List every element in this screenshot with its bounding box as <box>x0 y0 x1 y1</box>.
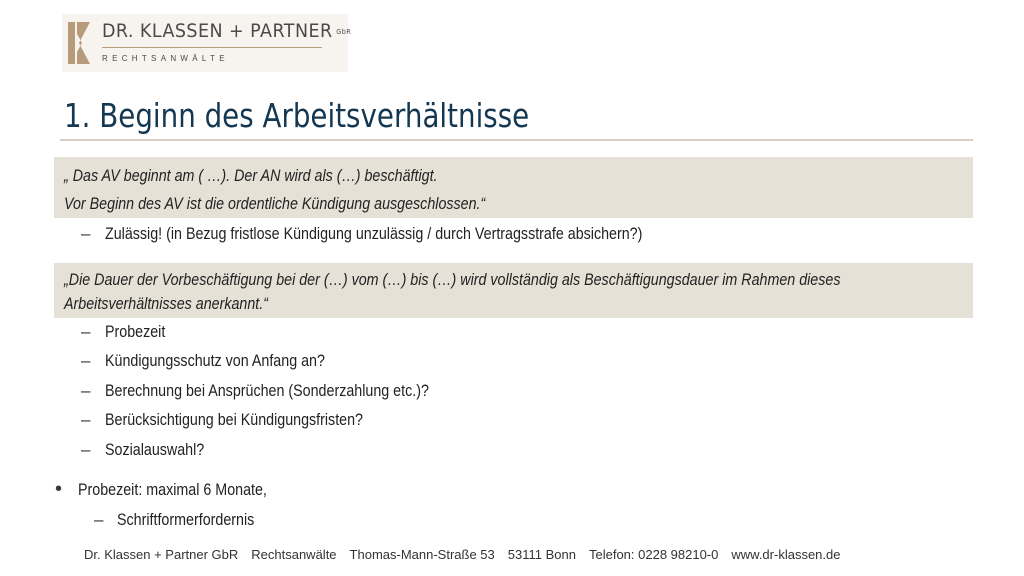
logo-subtitle: RECHTSANWÄLTE <box>102 54 229 63</box>
k-monogram-icon <box>68 22 90 64</box>
logo-divider <box>102 47 322 48</box>
title-divider <box>60 139 973 141</box>
logo-name-text: DR. KLASSEN + PARTNER <box>102 20 333 42</box>
dash-marker: – <box>81 410 91 429</box>
footer-website: www.dr-klassen.de <box>731 547 841 562</box>
slide-title: 1. Beginn des Arbeitsverhältnisse <box>64 96 530 135</box>
logo-suffix: GbR <box>336 27 352 36</box>
quote-2-line-1: „Die Dauer der Vorbeschäftigung bei der (…) vom (…) bis (…) wird vollständig als Beschäftigungsdauer im Rahmen dieses <box>64 270 841 289</box>
dash-marker: – <box>81 322 91 341</box>
bullet-sub-item: Schriftformerfordernis <box>117 510 255 529</box>
bullet-icon: • <box>55 478 63 500</box>
footer-city: 53111 Bonn <box>507 547 576 562</box>
list-item: Berücksichtigung bei Kündigungsfristen? <box>105 410 363 429</box>
dash-marker: – <box>81 381 91 400</box>
list-item: Sozialauswahl? <box>105 440 205 459</box>
dash-marker: – <box>81 351 91 370</box>
bullet-item: Probezeit: maximal 6 Monate, <box>78 480 267 499</box>
footer-company: Dr. Klassen + Partner GbR <box>84 547 239 562</box>
list-item: Probezeit <box>105 322 166 341</box>
quote-2-line-2: Arbeitsverhältnisses anerkannt.“ <box>64 294 268 313</box>
dash-marker: – <box>81 440 91 459</box>
footer-profession: Rechtsanwälte <box>251 547 337 562</box>
list-item: Kündigungsschutz von Anfang an? <box>105 351 325 370</box>
company-logo <box>62 14 352 72</box>
quote-1-line-2: Vor Beginn des AV ist die ordentliche Kündigung ausgeschlossen.“ <box>64 194 486 213</box>
footer <box>84 547 840 562</box>
footer-phone: Telefon: 0228 98210-0 <box>588 547 719 562</box>
dash-marker: – <box>81 224 91 243</box>
note-1: Zulässig! (in Bezug fristlose Kündigung unzulässig / durch Vertragsstrafe absichern?) <box>105 224 643 243</box>
dash-marker: – <box>94 510 104 529</box>
list-item: Berechnung bei Ansprüchen (Sonderzahlung etc.)? <box>105 381 429 400</box>
logo-name <box>102 20 351 42</box>
footer-street: Thomas-Mann-Straße 53 <box>349 547 495 562</box>
quote-1-line-1: „ Das AV beginnt am ( …). Der AN wird als (…) beschäftigt. <box>64 166 438 185</box>
